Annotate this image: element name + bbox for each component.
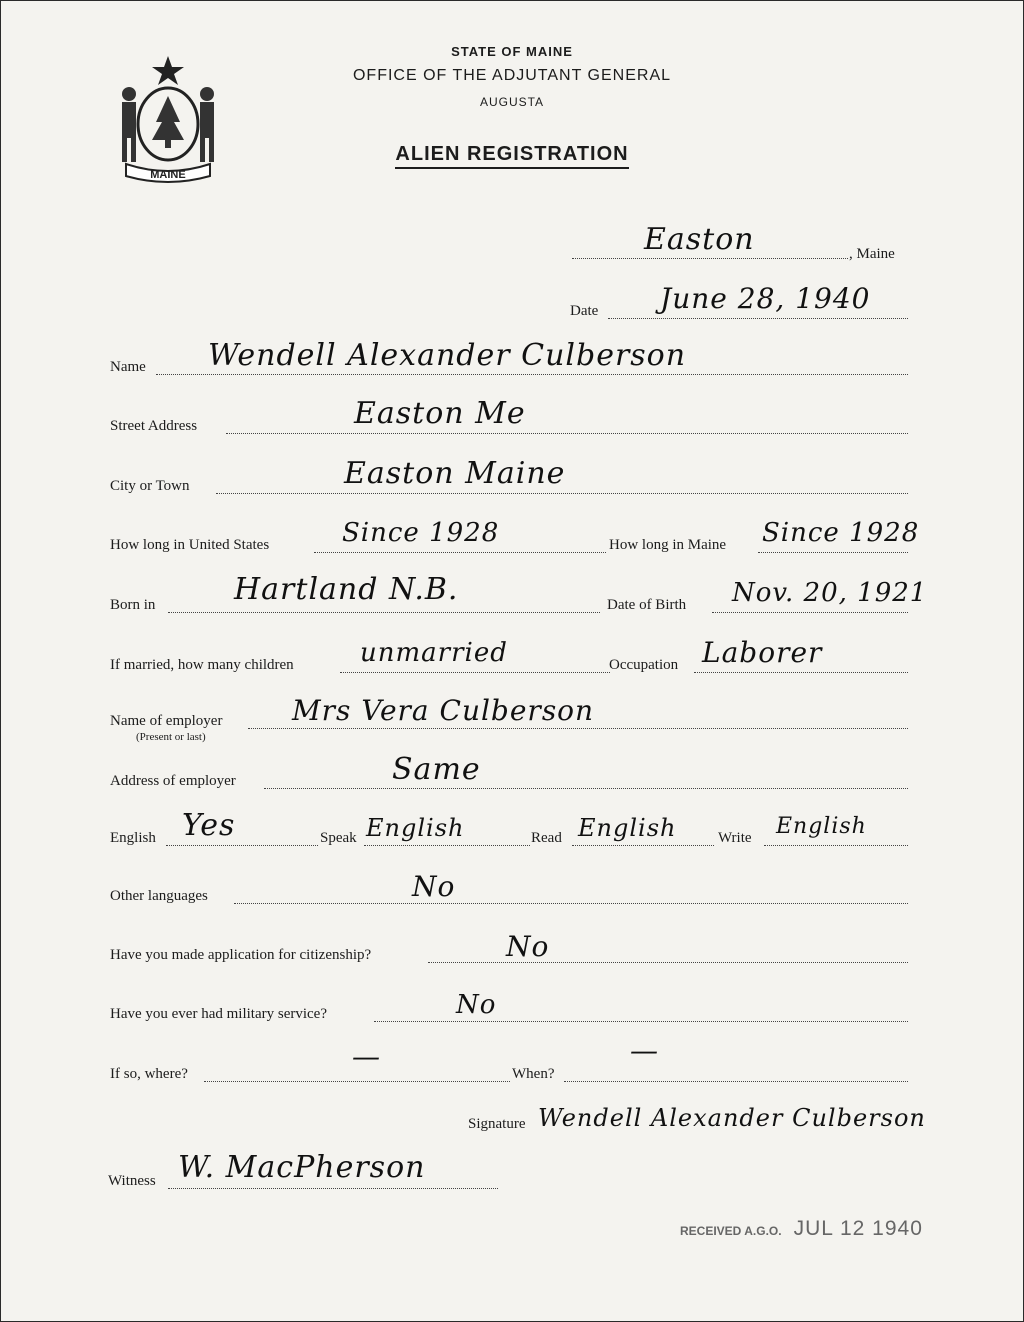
speak-line (364, 845, 530, 846)
how-long-us-label: How long in United States (110, 537, 270, 553)
employer-name-value: Mrs Vera Culberson (292, 694, 595, 727)
employer-name-line (248, 728, 908, 729)
maine-label: , Maine (849, 246, 895, 262)
when-line (564, 1081, 908, 1082)
when-value: — (630, 1034, 659, 1067)
street-address-value: Easton Me (354, 396, 526, 431)
form-title-text: ALIEN REGISTRATION (395, 143, 628, 169)
married-children-line (340, 672, 610, 673)
date-value: June 28, 1940 (660, 282, 871, 315)
received-stamp-label: RECEIVED A.G.O. (680, 1224, 782, 1238)
employer-address-line (264, 788, 908, 789)
write-label: Write (718, 830, 752, 846)
read-line (572, 845, 714, 846)
city-label: City or Town (110, 478, 190, 494)
employer-address-label: Address of employer (110, 773, 236, 789)
other-languages-value: No (412, 870, 456, 903)
town-value: Easton (644, 222, 755, 257)
occupation-value: Laborer (702, 636, 823, 669)
city-value: Easton Maine (344, 456, 566, 491)
write-line (764, 845, 908, 846)
read-value: English (578, 814, 677, 842)
english-label: English (110, 830, 156, 846)
born-in-line (168, 612, 600, 613)
when-label: When? (512, 1066, 555, 1082)
married-children-value: unmarried (360, 638, 508, 668)
city-heading: AUGUSTA (479, 95, 545, 109)
dob-line (712, 612, 908, 613)
received-stamp (680, 1217, 923, 1241)
received-stamp-date: JUL 12 1940 (793, 1217, 923, 1240)
how-long-us-line (314, 552, 606, 553)
city-line (216, 493, 908, 494)
how-long-maine-label: How long in Maine (609, 537, 727, 553)
town-line (572, 258, 848, 259)
name-label: Name (110, 359, 146, 375)
street-address-line (226, 433, 908, 434)
date-line (608, 318, 908, 319)
signature-label: Signature (468, 1116, 526, 1132)
read-label: Read (531, 830, 562, 846)
name-line (156, 374, 908, 375)
other-languages-line (234, 903, 908, 904)
dob-value: Nov. 20, 1921 (732, 578, 928, 608)
maine-seal-icon (112, 52, 224, 186)
speak-label: Speak (320, 830, 357, 846)
english-value: Yes (182, 808, 236, 843)
employer-address-value: Same (392, 752, 481, 787)
how-long-maine-line (758, 552, 908, 553)
how-long-us-value: Since 1928 (342, 518, 500, 548)
citizenship-label: Have you made application for citizenship? (110, 947, 372, 963)
witness-line (168, 1188, 498, 1189)
name-value: Wendell Alexander Culberson (208, 338, 687, 373)
if-so-where-label: If so, where? (110, 1066, 188, 1082)
dob-label: Date of Birth (607, 597, 687, 613)
married-children-label: If married, how many children (110, 657, 294, 673)
citizenship-value: No (506, 930, 550, 963)
witness-label: Witness (108, 1173, 156, 1189)
other-languages-label: Other languages (110, 888, 208, 904)
form-title (300, 143, 724, 166)
military-line (374, 1021, 908, 1022)
present-or-last-label: (Present or last) (136, 731, 206, 743)
seal-text: MAINE (150, 169, 186, 181)
write-value: English (776, 814, 867, 839)
occupation-label: Occupation (609, 657, 679, 673)
born-in-value: Hartland N.B. (234, 572, 459, 607)
if-so-where-value: — (352, 1040, 381, 1073)
if-so-where-line (204, 1081, 510, 1082)
employer-name-label: Name of employer (110, 713, 223, 729)
occupation-line (694, 672, 908, 673)
citizenship-line (428, 962, 908, 963)
english-line (166, 845, 318, 846)
how-long-maine-value: Since 1928 (762, 518, 920, 548)
military-label: Have you ever had military service? (110, 1006, 327, 1022)
signature-value: Wendell Alexander Culberson (538, 1104, 926, 1132)
speak-value: English (366, 814, 465, 842)
military-value: No (456, 990, 497, 1020)
born-in-label: Born in (110, 597, 156, 613)
witness-value: W. MacPherson (178, 1150, 426, 1185)
street-address-label: Street Address (110, 418, 198, 434)
date-label: Date (570, 303, 599, 319)
state-heading: STATE OF MAINE (451, 44, 573, 59)
office-heading: OFFICE OF THE ADJUTANT GENERAL (352, 67, 672, 84)
